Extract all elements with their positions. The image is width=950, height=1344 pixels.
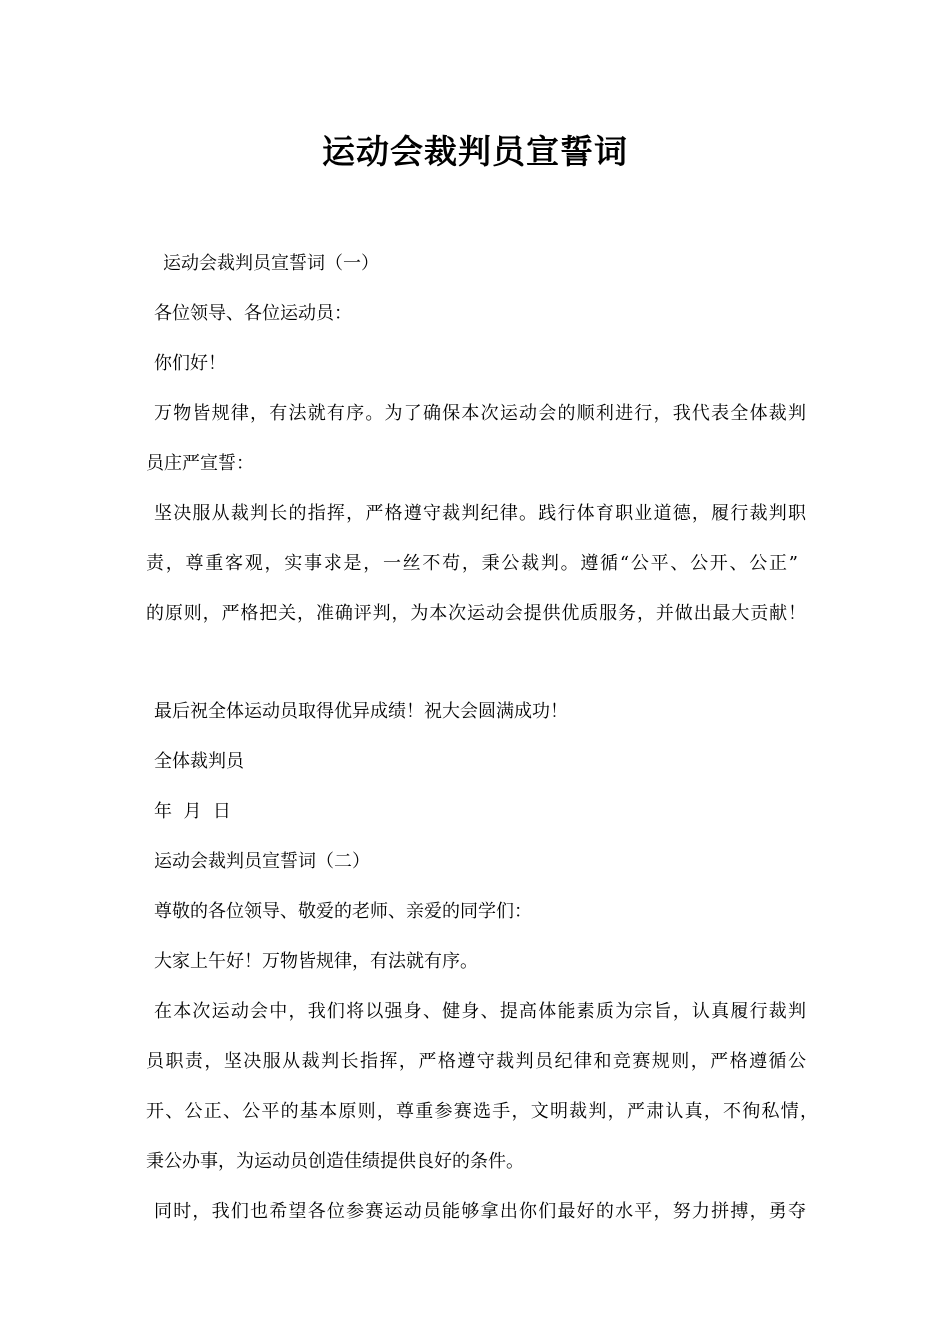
paragraph-line: 员庄严宣誓： (146, 453, 254, 474)
paragraph-line: 最后祝全体运动员取得优异成绩！祝大会圆满成功！ (154, 701, 568, 722)
paragraph-line: 坚决服从裁判长的指挥，严格遵守裁判纪律。践行体育职业道德，履行裁判职 (154, 503, 806, 524)
paragraph-line: 员职责，坚决服从裁判长指挥，严格遵守裁判员纪律和竞赛规则，严格遵循公 (146, 1051, 806, 1072)
document-title: 运动会裁判员宣誓词 (322, 132, 628, 171)
date-line: 年 月 日 (154, 801, 231, 822)
salutation: 尊敬的各位领导、敬爱的老师、亲爱的同学们： (154, 901, 532, 922)
paragraph-line: 同时，我们也希望各位参赛运动员能够拿出你们最好的水平，努力拼搏，勇夺 (154, 1201, 806, 1222)
salutation: 各位领导、各位运动员： (154, 303, 352, 324)
paragraph-line: 秉公办事，为运动员创造佳绩提供良好的条件。 (146, 1151, 524, 1172)
paragraph-line: 在本次运动会中，我们将以强身、健身、提高体能素质为宗旨，认真履行裁判 (154, 1001, 806, 1022)
section-heading: 运动会裁判员宣誓词（二） (154, 851, 370, 872)
paragraph-line: 万物皆规律，有法就有序。为了确保本次运动会的顺利进行，我代表全体裁判 (154, 403, 806, 424)
paragraph-line: 大家上午好！万物皆规律，有法就有序。 (154, 951, 478, 972)
paragraph-line: 责，尊重客观，实事求是，一丝不苟，秉公裁判。遵循“公平、公开、公正” (146, 553, 798, 574)
section-heading: 运动会裁判员宣誓词（一） (163, 253, 379, 274)
paragraph-line: 的原则，严格把关，准确评判，为本次运动会提供优质服务，并做出最大贡献！ (146, 603, 806, 624)
paragraph-line: 你们好！ (154, 353, 226, 374)
paragraph-line: 开、公正、公平的基本原则，尊重参赛选手，文明裁判，严肃认真，不徇私情， (146, 1101, 818, 1122)
signature-line: 全体裁判员 (154, 751, 244, 772)
